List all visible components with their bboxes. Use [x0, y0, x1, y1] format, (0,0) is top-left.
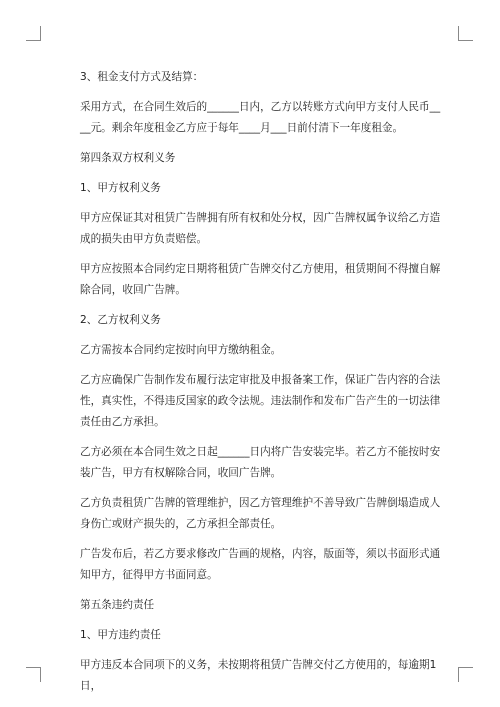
article-heading-liability: 第五条违约责任	[80, 599, 155, 611]
paragraph-party-a-delivery: 甲方应按照本合同约定日期将租赁广告牌交付乙方使用，租赁期间不得擅自解除合同，收回广告牌。	[80, 263, 441, 296]
paragraph-payment-method: 采用方式，在合同生效后的______日内，乙方以转账方式向甲方支付人民币____元。剩余年度租金乙方应于每年____月___日前付清下一年度租金。	[80, 101, 441, 134]
article-heading-rights: 第四条双方权利义务	[80, 152, 176, 164]
clause-heading-payment: 3、租金支付方式及结算：	[80, 71, 204, 83]
paragraph-party-a-ownership: 甲方应保证其对租赁广告牌拥有所有权和处分权，因广告牌权属争议给乙方造成的损失由甲方负责赔偿。	[80, 212, 441, 245]
subheading-party-b: 2、乙方权利义务	[80, 314, 161, 326]
paragraph-party-b-rent: 乙方需按本合同约定按时向甲方缴纳租金。	[80, 344, 282, 356]
page-corner-mark-bottom-left	[26, 667, 41, 682]
paragraph-party-b-approval: 乙方应确保广告制作发布履行法定审批及申报备案工作，保证广告内容的合法性，真实性，不得违反国家的政令法规。违法制作和发布广告产生的一切法律责任由乙方承担。	[80, 374, 441, 428]
subheading-party-a-liability: 1、甲方违约责任	[80, 629, 161, 641]
subheading-party-a: 1、甲方权利义务	[80, 182, 161, 194]
paragraph-party-b-modification: 广告发布后，若乙方要求修改广告画的规格，内容，版面等，须以书面形式通知甲方，征得甲方书面同意。	[80, 548, 441, 581]
page-corner-mark-top-right	[458, 26, 473, 41]
page-corner-mark-bottom-right	[458, 667, 473, 682]
page-corner-mark-top-left	[26, 26, 41, 41]
document-body	[80, 67, 442, 706]
paragraph-party-b-maintenance: 乙方负责租赁广告牌的管理维护，因乙方管理维护不善导致广告牌倒塌造成人身伤亡或财产损失的，乙方承担全部责任。	[80, 497, 441, 530]
paragraph-party-b-installation: 乙方必须在本合同生效之日起______日内将广告安装完毕。若乙方不能按时安装广告，甲方有权解除合同，收回广告牌。	[80, 446, 441, 479]
paragraph-party-a-breach: 甲方违反本合同项下的义务，未按期将租赁广告牌交付乙方使用的，每逾期1日，	[80, 659, 437, 692]
